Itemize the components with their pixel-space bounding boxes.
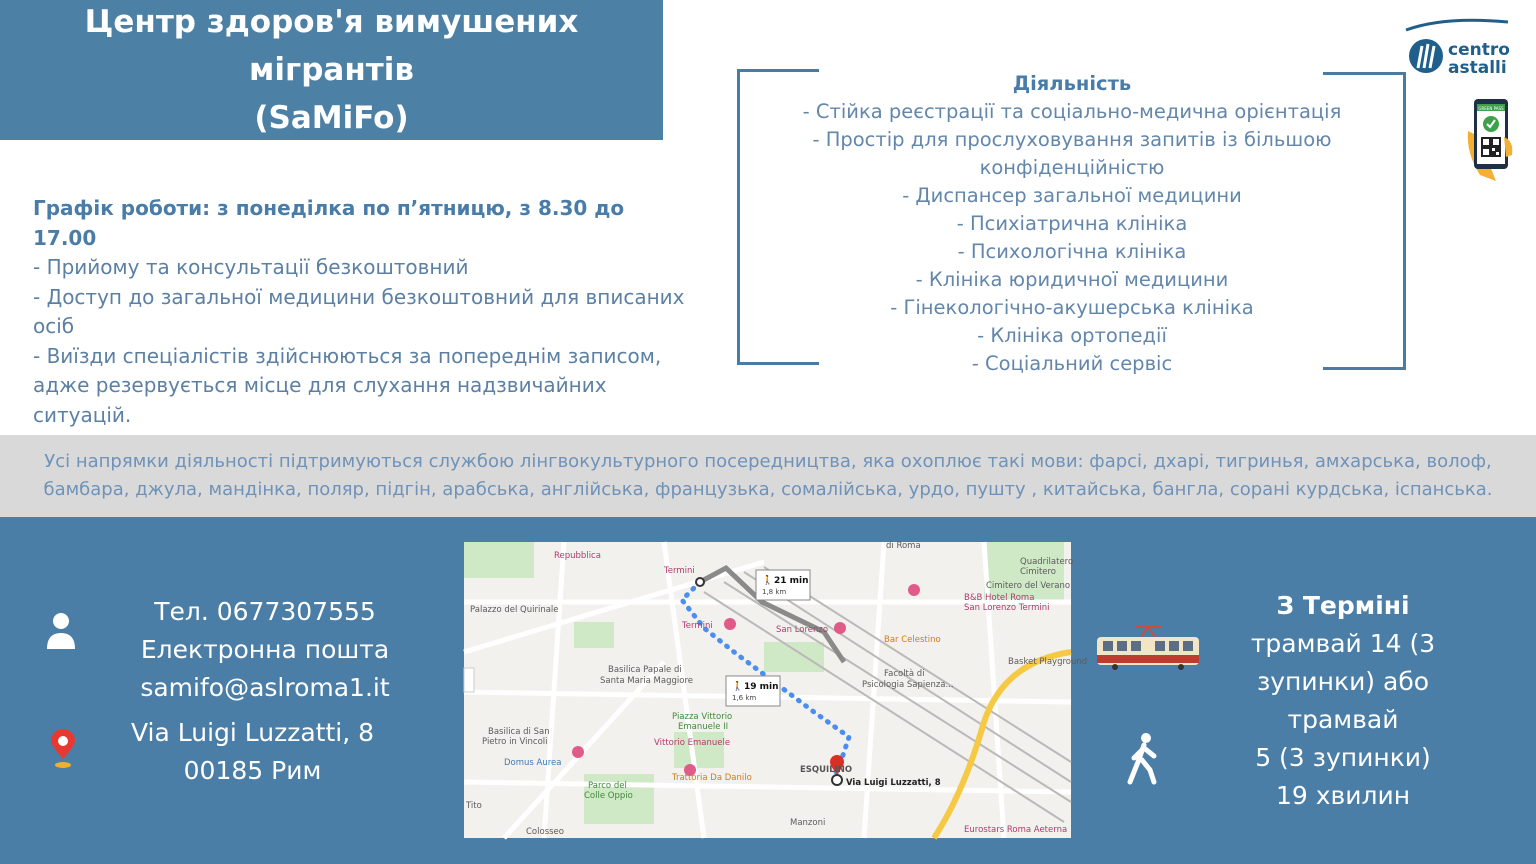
logo-word-1: centro bbox=[1448, 40, 1510, 60]
contact-email: samifo@aslroma1.it bbox=[140, 673, 390, 702]
map-label: Termini bbox=[682, 621, 713, 631]
map-label: Tito bbox=[466, 801, 482, 811]
map-label: Basilica Papale di bbox=[608, 665, 682, 675]
address-line-1: Via Luigi Luzzatti, 8 bbox=[130, 718, 375, 747]
map-label: di Roma bbox=[886, 541, 921, 551]
map-label: Basilica di San bbox=[488, 727, 550, 737]
map-label: Termini bbox=[664, 566, 695, 576]
map-label: Bar Celestino bbox=[884, 635, 941, 645]
green-pass-phone-icon bbox=[1466, 97, 1516, 183]
languages-line-2: бамбара, джула, мандінка, поляр, підгін, арабська, англійська, французька, сомалійська, урдо, пушту , китайська, бангла, сорані курдська, іспанська. bbox=[43, 479, 1493, 500]
map-label: San Lorenzo bbox=[776, 625, 829, 635]
map-label: Repubblica bbox=[554, 551, 601, 561]
map-label: Basket Playground bbox=[1008, 657, 1088, 667]
activity-section bbox=[742, 70, 1402, 378]
title-line-1: Центр здоров'я вимушених мігрантів bbox=[84, 4, 579, 88]
map-label: Trattoria Da Danilo bbox=[672, 773, 752, 783]
address-block bbox=[100, 714, 405, 790]
map-label: Manzoni bbox=[790, 818, 826, 828]
centro-astalli-logo bbox=[1404, 18, 1528, 80]
route-main-box[interactable] bbox=[726, 676, 780, 706]
user-icon bbox=[46, 612, 76, 650]
tram-icon bbox=[1095, 625, 1201, 671]
transit-line: трамвай 14 (3 bbox=[1250, 629, 1436, 658]
map-label: ESQUILINO bbox=[800, 765, 853, 775]
schedule-item: - Виїзди спеціалістів здійснюються за попереднім записом, адже резервується місце для слухання надзвичайних ситуацій. bbox=[33, 343, 662, 427]
map-label: B&B Hotel Roma bbox=[964, 593, 1035, 603]
route-main-time: 19 min bbox=[744, 682, 779, 692]
logo-word-2: astalli bbox=[1448, 58, 1507, 78]
green-pass-label: GREEN PASS bbox=[1478, 106, 1504, 111]
activity-item: - Стійка реєстрації та соціально-медична орієнтація bbox=[802, 100, 1342, 123]
address-line-2: 00185 Рим bbox=[183, 756, 322, 785]
activity-item: - Гінекологічно-акушерська клініка bbox=[890, 296, 1254, 319]
transit-heading: З Терміні bbox=[1276, 591, 1410, 620]
map-label: Facoltà di bbox=[884, 669, 925, 679]
map-label: Cimitero del Verano bbox=[986, 581, 1071, 591]
map-label: Eurostars Roma Aeterna bbox=[964, 825, 1068, 835]
activity-item: - Соціальний сервіс bbox=[971, 352, 1173, 375]
route-top-time: 21 min bbox=[774, 576, 809, 586]
route-top-box[interactable] bbox=[756, 570, 810, 600]
schedule-section bbox=[33, 194, 693, 430]
title-line-2: (SaMiFo) bbox=[254, 100, 409, 136]
schedule-item: - Доступ до загальної медицини безкоштовний для вписаних осіб bbox=[33, 284, 685, 338]
transit-line: 5 (3 зупинки) bbox=[1255, 743, 1431, 772]
map-label: Colle Oppio bbox=[584, 791, 633, 801]
activity-heading: Діяльність bbox=[1012, 72, 1132, 95]
contact-email-label: Електронна пошта bbox=[140, 635, 390, 664]
map-label: Colosseo bbox=[526, 827, 564, 837]
svg-text:🚶: 🚶 bbox=[732, 682, 744, 692]
route-map[interactable] bbox=[464, 541, 1088, 838]
map-label: Parco del bbox=[588, 781, 627, 791]
transit-block bbox=[1199, 587, 1487, 815]
map-label: Palazzo del Quirinale bbox=[470, 605, 559, 615]
map-label: Vittorio Emanuele bbox=[654, 738, 731, 748]
activity-item: - Психологічна клініка bbox=[957, 240, 1187, 263]
activity-item: - Диспансер загальної медицини bbox=[902, 184, 1242, 207]
map-label: Cimitero bbox=[1020, 567, 1057, 577]
activity-item: - Клініка юридичної медицини bbox=[915, 268, 1229, 291]
page-title bbox=[0, 0, 663, 140]
map-label: Santa Maria Maggiore bbox=[600, 676, 693, 686]
contact-phone: Тел. 0677307555 bbox=[154, 597, 376, 626]
activity-item: - Психіатрична клініка bbox=[956, 212, 1188, 235]
map-label: Psicologia Sapienza... bbox=[862, 680, 954, 690]
languages-line-1: Усі напрямки діяльності підтримуються службою лінгвокультурного посередництва, яка охоплює такі мови: фарсі, дхарі, тигринья, амхарська, волоф, bbox=[44, 451, 1492, 472]
transit-line: 19 хвилин bbox=[1275, 781, 1411, 810]
map-label: Quadrilatero bbox=[1020, 557, 1074, 567]
map-label: Domus Aurea bbox=[504, 758, 562, 768]
contact-block bbox=[115, 593, 415, 707]
schedule-heading: Графік роботи: з понеділка по п’ятницю, з 8.30 до 17.00 bbox=[33, 196, 625, 250]
transit-line: зупинки) або трамвай bbox=[1256, 667, 1430, 734]
activity-item: - Простір для прослуховування запитів із більшою конфіденційністю bbox=[812, 128, 1332, 179]
svg-text:🚶: 🚶 bbox=[762, 576, 774, 586]
schedule-item: - Прийому та консультації безкоштовний bbox=[33, 255, 469, 279]
activity-item: - Клініка ортопедії bbox=[977, 324, 1167, 347]
map-label: Piazza Vittorio bbox=[672, 712, 733, 722]
languages-band bbox=[0, 435, 1536, 517]
route-main-distance: 1,6 km bbox=[732, 694, 757, 702]
walking-icon bbox=[1126, 732, 1162, 784]
route-top-distance: 1,8 km bbox=[762, 588, 787, 596]
map-label: San Lorenzo Termini bbox=[964, 603, 1050, 613]
map-label: Emanuele II bbox=[678, 722, 729, 732]
map-label: Via Luigi Luzzatti, 8 bbox=[846, 778, 941, 788]
map-label: Pietro in Vincoli bbox=[482, 737, 548, 747]
map-pin-icon bbox=[50, 729, 76, 769]
